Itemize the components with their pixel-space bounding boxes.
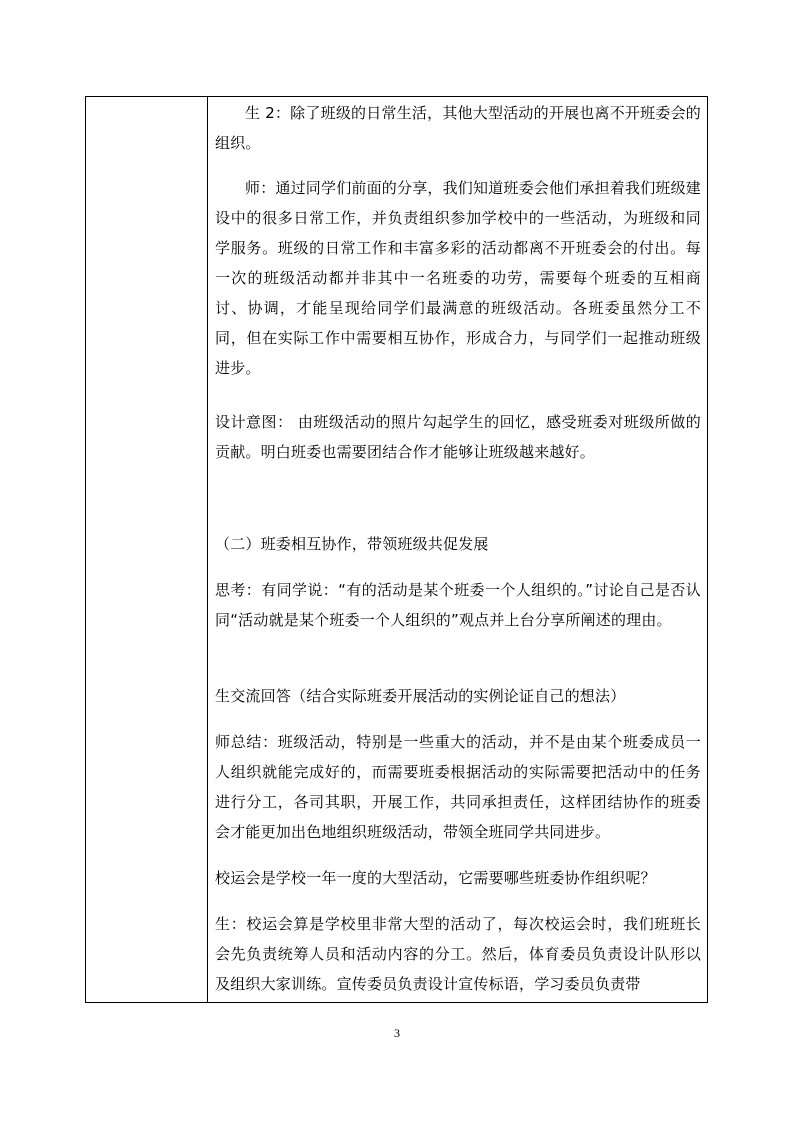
page-number: 3 [394, 1026, 400, 1040]
design-intent-paragraph: 设计意图： 由班级活动的照片勾起学生的回忆，感受班委对班级所做的贡献。明白班委也需要团结合作才能够让班级越来越好。 [215, 413, 701, 461]
thinking-question-paragraph: 思考：有同学说：“有的活动是某个班委一个人组织的。”讨论自己是否认同“活动就是某个班委一个人组织的”观点并上台分享所阐述的理由。 [215, 581, 701, 629]
student-sports-meet-answer: 生：校运会算是学校里非常大型的活动了，每次校运会时，我们班班长会先负责统筹人员和活动内容的分工。然后，体育委员负责设计队形以及组织大家训练。宣传委员负责设计宣传标语，学习委员负责带 [215, 915, 701, 993]
left-label-column [86, 97, 208, 1002]
student-discussion-paragraph: 生交流回答（结合实际班委开展活动的实例论证自己的想法） [215, 687, 626, 705]
teacher-summary-paragraph: 师：通过同学们前面的分享，我们知道班委会他们承担着我们班级建设中的很多日常工作，并负责组织参加学校中的一些活动，为班级和同学服务。班级的日常工作和丰富多彩的活动都离不开班委会的付出。每一次的班级活动都并非其中一名班委的功劳，需要每个班委的互相商讨、协调，才能呈现给同学们最满意的班级活动。各班委虽然分工不同，但在实际工作中需要相互协作，形成合力，与同学们一起推动班级进步。 [215, 179, 702, 377]
lesson-plan-table [85, 96, 708, 1003]
lesson-content-cell [208, 97, 707, 1002]
section-heading: （二）班委相互协作，带领班级共促发展 [215, 535, 489, 553]
student-2-answer: 生 2：除了班级的日常生活，其他大型活动的开展也离不开班委会的组织。 [215, 104, 701, 152]
sports-meet-question: 校运会是学校一年一度的大型活动，它需要哪些班委协作组织呢？ [215, 869, 656, 887]
teacher-conclusion-paragraph: 师总结：班级活动，特别是一些重大的活动，并不是由某个班委成员一人组织就能完成好的，而需要班委根据活动的实际需要把活动中的任务进行分工，各司其职，开展工作，共同承担责任，这样团结协作的班委会才能更加出色地组织班级活动，带领全班同学共同进步。 [215, 733, 701, 841]
